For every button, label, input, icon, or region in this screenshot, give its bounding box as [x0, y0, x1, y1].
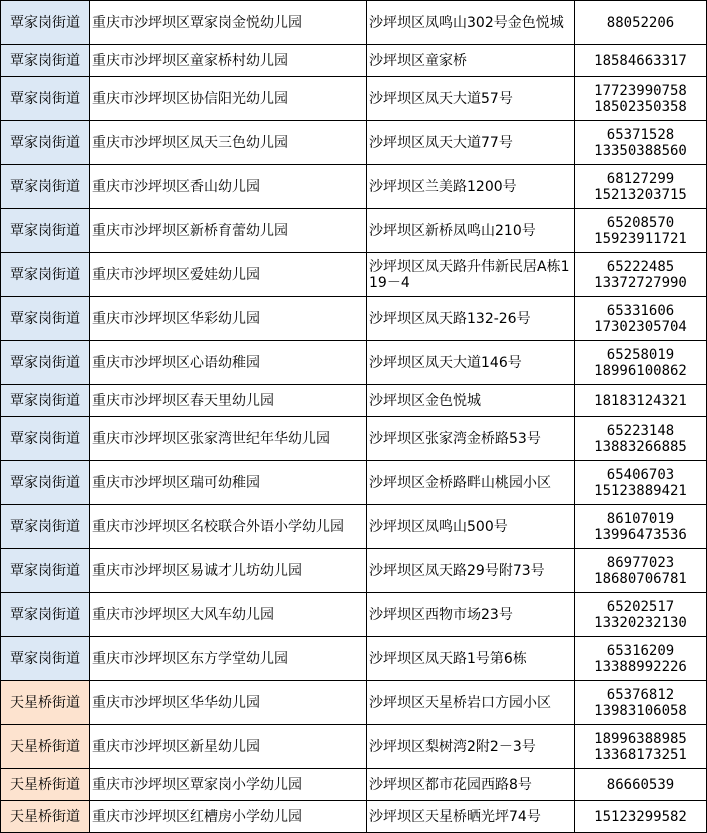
phone-cell: [575, 549, 707, 593]
phone-number: 13883266885: [594, 438, 687, 455]
address-cell: 沙坪坝区凤天路29号附73号: [367, 549, 575, 593]
address-cell: 沙坪坝区凤鸣山500号: [367, 505, 575, 549]
phone-number: 13320232130: [594, 614, 687, 631]
kindergarten-name-cell: 重庆市沙坪坝区名校联合外语小学幼儿园: [90, 505, 367, 549]
table-row: [1, 165, 707, 209]
phone-cell: [575, 121, 707, 165]
phone-number: 65258019: [606, 346, 675, 363]
address-cell: 沙坪坝区金色悦城: [367, 385, 575, 417]
street-cell: 覃家岗街道: [1, 253, 90, 297]
phone-cell: [575, 505, 707, 549]
phone-number: 18996100862: [594, 362, 687, 379]
address-cell: 沙坪坝区童家桥: [367, 45, 575, 77]
kindergarten-name-cell: 重庆市沙坪坝区心语幼稚园: [90, 341, 367, 385]
phone-cell: [575, 77, 707, 121]
phone-number: 65406703: [606, 466, 675, 483]
phone-number: 13388992226: [594, 658, 687, 675]
phone-number: 65202517: [606, 598, 675, 615]
phone-number: 13372727990: [594, 274, 687, 291]
address-cell: 沙坪坝区梨树湾2附2－3号: [367, 725, 575, 769]
address-cell: 沙坪坝区凤天路升伟新民居A栋119－4: [367, 253, 575, 297]
table-row: [1, 253, 707, 297]
phone-number: 15123299582: [594, 808, 687, 825]
phone-number: 18996388985: [594, 730, 687, 747]
street-cell: 覃家岗街道: [1, 297, 90, 341]
phone-cell: [575, 593, 707, 637]
phone-cell: [575, 209, 707, 253]
phone-cell: [575, 297, 707, 341]
phone-number: 15213203715: [594, 186, 687, 203]
phone-cell: [575, 725, 707, 769]
kindergarten-name-cell: 重庆市沙坪坝区凤天三色幼儿园: [90, 121, 367, 165]
street-cell: 覃家岗街道: [1, 505, 90, 549]
kindergarten-name-cell: 重庆市沙坪坝区春天里幼儿园: [90, 385, 367, 417]
street-cell: 覃家岗街道: [1, 385, 90, 417]
address-cell: 沙坪坝区西物市场23号: [367, 593, 575, 637]
kindergarten-name-cell: 重庆市沙坪坝区张家湾世纪年华幼儿园: [90, 417, 367, 461]
kindergarten-name-cell: 重庆市沙坪坝区香山幼儿园: [90, 165, 367, 209]
phone-cell: [575, 637, 707, 681]
kindergarten-name-cell: 重庆市沙坪坝区易诚才儿坊幼儿园: [90, 549, 367, 593]
phone-number: 65331606: [606, 302, 675, 319]
table-row: [1, 593, 707, 637]
table-row: [1, 801, 707, 833]
table-row: [1, 77, 707, 121]
street-cell: 覃家岗街道: [1, 593, 90, 637]
phone-cell: [575, 1, 707, 45]
address-cell: 沙坪坝区张家湾金桥路53号: [367, 417, 575, 461]
phone-number: 65222485: [606, 258, 675, 275]
phone-number: 13996473536: [594, 526, 687, 543]
address-cell: 沙坪坝区天星桥晒光坪74号: [367, 801, 575, 833]
table-row: [1, 1, 707, 45]
phone-number: 17723990758: [594, 82, 687, 99]
kindergarten-name-cell: 重庆市沙坪坝区覃家岗金悦幼儿园: [90, 1, 367, 45]
kindergarten-name-cell: 重庆市沙坪坝区东方学堂幼儿园: [90, 637, 367, 681]
table-row: [1, 121, 707, 165]
street-cell: 天星桥街道: [1, 681, 90, 725]
kindergarten-table-body: [1, 1, 707, 833]
table-row: [1, 505, 707, 549]
address-cell: 沙坪坝区都市花园西路8号: [367, 769, 575, 801]
phone-number: 86977023: [606, 554, 675, 571]
phone-number: 13983106058: [594, 702, 687, 719]
table-row: [1, 297, 707, 341]
kindergarten-name-cell: 重庆市沙坪坝区覃家岗小学幼儿园: [90, 769, 367, 801]
address-cell: 沙坪坝区兰美路1200号: [367, 165, 575, 209]
street-cell: 覃家岗街道: [1, 637, 90, 681]
table-row: [1, 637, 707, 681]
phone-cell: [575, 341, 707, 385]
table-row: [1, 209, 707, 253]
phone-number: 18680706781: [594, 570, 687, 587]
table-row: [1, 725, 707, 769]
street-cell: 覃家岗街道: [1, 209, 90, 253]
address-cell: 沙坪坝区凤天大道57号: [367, 77, 575, 121]
street-cell: 覃家岗街道: [1, 1, 90, 45]
street-cell: 覃家岗街道: [1, 461, 90, 505]
table-row: [1, 341, 707, 385]
phone-cell: [575, 461, 707, 505]
street-cell: 覃家岗街道: [1, 121, 90, 165]
kindergarten-name-cell: 重庆市沙坪坝区爱娃幼儿园: [90, 253, 367, 297]
phone-number: 13350388560: [594, 142, 687, 159]
street-cell: 覃家岗街道: [1, 417, 90, 461]
phone-number: 18183124321: [594, 392, 687, 409]
street-cell: 天星桥街道: [1, 725, 90, 769]
phone-number: 18584663317: [594, 52, 687, 69]
phone-number: 88052206: [606, 14, 675, 31]
street-cell: 覃家岗街道: [1, 341, 90, 385]
table-row: [1, 461, 707, 505]
phone-number: 68127299: [606, 170, 675, 187]
phone-number: 18502350358: [594, 98, 687, 115]
address-cell: 沙坪坝区新桥凤鸣山210号: [367, 209, 575, 253]
phone-cell: [575, 253, 707, 297]
phone-cell: [575, 801, 707, 833]
table-row: [1, 769, 707, 801]
kindergarten-name-cell: 重庆市沙坪坝区大风车幼儿园: [90, 593, 367, 637]
phone-number: 65208570: [606, 214, 675, 231]
address-cell: 沙坪坝区凤鸣山302号金色悦城: [367, 1, 575, 45]
kindergarten-name-cell: 重庆市沙坪坝区新桥育蕾幼儿园: [90, 209, 367, 253]
phone-cell: [575, 681, 707, 725]
phone-cell: [575, 165, 707, 209]
table-row: [1, 45, 707, 77]
phone-cell: [575, 417, 707, 461]
address-cell: 沙坪坝区凤天大道146号: [367, 341, 575, 385]
phone-number: 86660539: [606, 776, 675, 793]
street-cell: 天星桥街道: [1, 801, 90, 833]
kindergarten-name-cell: 重庆市沙坪坝区华华幼儿园: [90, 681, 367, 725]
kindergarten-name-cell: 重庆市沙坪坝区华彩幼儿园: [90, 297, 367, 341]
street-cell: 覃家岗街道: [1, 165, 90, 209]
kindergarten-name-cell: 重庆市沙坪坝区瑞可幼稚园: [90, 461, 367, 505]
phone-cell: [575, 769, 707, 801]
address-cell: 沙坪坝区凤天路132-26号: [367, 297, 575, 341]
kindergarten-name-cell: 重庆市沙坪坝区协信阳光幼儿园: [90, 77, 367, 121]
street-cell: 覃家岗街道: [1, 549, 90, 593]
street-cell: 覃家岗街道: [1, 77, 90, 121]
address-cell: 沙坪坝区凤天大道77号: [367, 121, 575, 165]
table-row: [1, 385, 707, 417]
table-row: [1, 417, 707, 461]
phone-number: 15123889421: [594, 482, 687, 499]
address-cell: 沙坪坝区凤天路1号第6栋: [367, 637, 575, 681]
address-cell: 沙坪坝区天星桥岩口方园小区: [367, 681, 575, 725]
phone-number: 15923911721: [594, 230, 687, 247]
table-row: [1, 681, 707, 725]
phone-number: 65316209: [606, 642, 675, 659]
phone-number: 65371528: [606, 126, 675, 143]
kindergarten-name-cell: 重庆市沙坪坝区新星幼儿园: [90, 725, 367, 769]
street-cell: 覃家岗街道: [1, 45, 90, 77]
phone-number: 65376812: [606, 686, 675, 703]
address-cell: 沙坪坝区金桥路畔山桃园小区: [367, 461, 575, 505]
phone-number: 86107019: [606, 510, 675, 527]
phone-number: 65223148: [606, 422, 675, 439]
phone-number: 13368173251: [594, 746, 687, 763]
phone-cell: [575, 385, 707, 417]
phone-cell: [575, 45, 707, 77]
kindergarten-name-cell: 重庆市沙坪坝区红槽房小学幼儿园: [90, 801, 367, 833]
kindergarten-name-cell: 重庆市沙坪坝区童家桥村幼儿园: [90, 45, 367, 77]
table-row: [1, 549, 707, 593]
phone-number: 17302305704: [594, 318, 687, 335]
street-cell: 天星桥街道: [1, 769, 90, 801]
